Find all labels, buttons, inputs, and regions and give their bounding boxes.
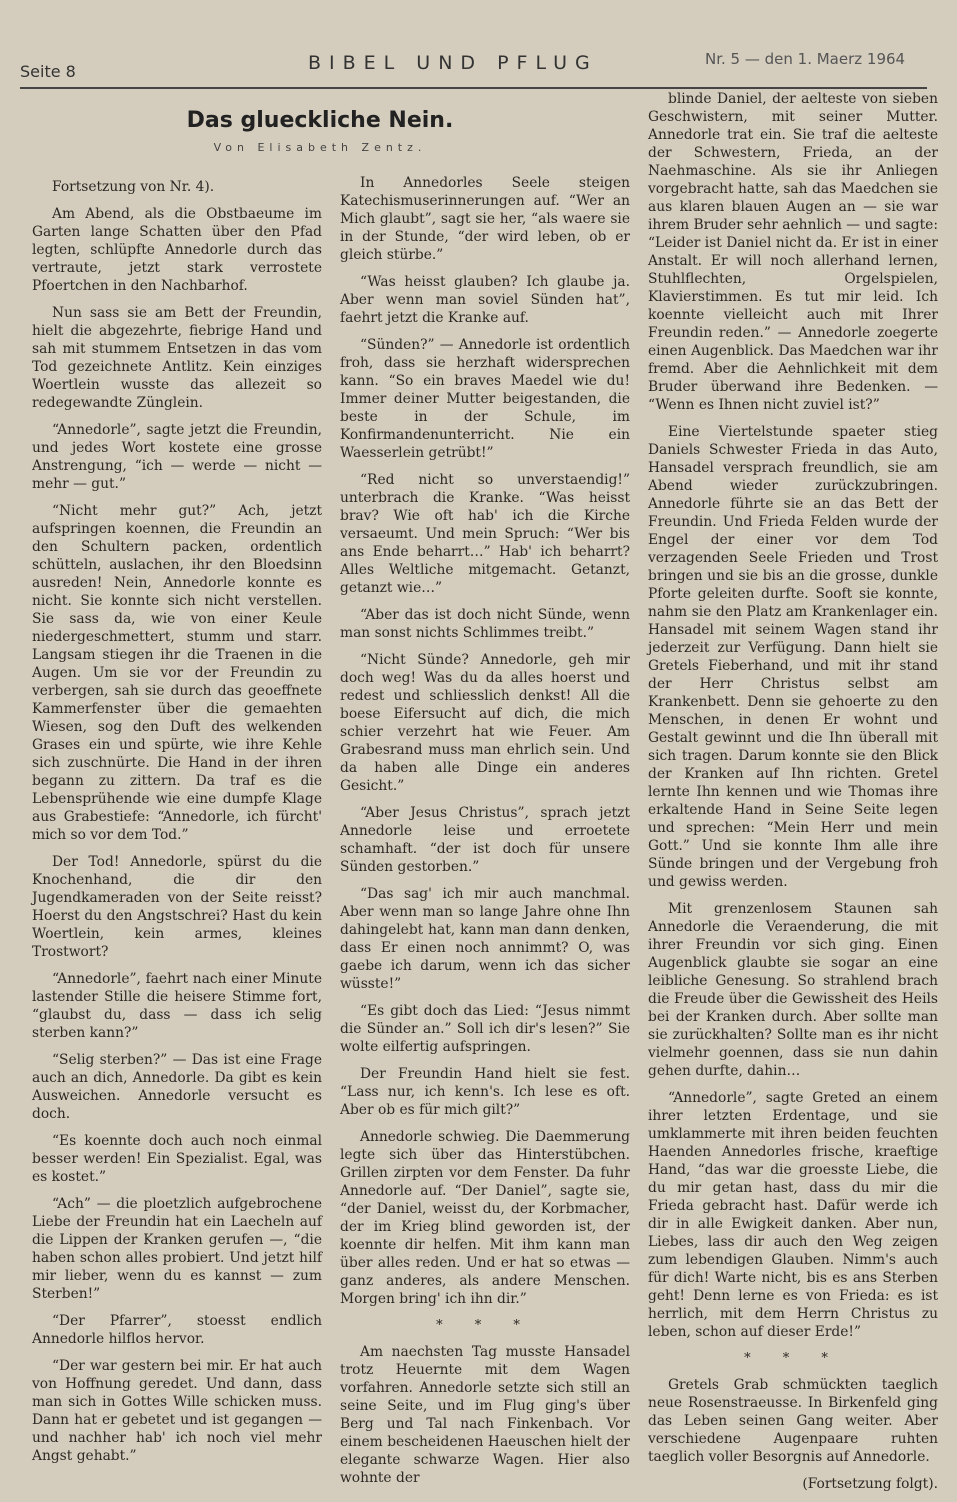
page-number: Seite 8 — [20, 62, 76, 81]
paragraph: Nun sass sie am Bett der Freundin, hielt die abgezehrte, fiebrige Hand und sah mit stummem Entsetzen in das vom Tod gezeichnete Antlitz. Kein einziges Woertlein wusste das allezeit so redegewandte Zünglein. — [32, 305, 322, 411]
paragraph: “Es koennte doch auch noch einmal besser werden! Ein Spezialist. Egal, was es kostet.” — [32, 1133, 322, 1185]
paragraph: Eine Viertelstunde spaeter stieg Daniels Schwester Frieda in das Auto, Hansadel versprach freundlich, sie am Abend wieder zurückzubringen. Annedorle führte sie an das Bett der Freundin. Und Frieda Felden wurde der Engel der einer vor dem Tod verzagenden Seele Frieden und Trost bringen und sie bis an die grosse, dunkle Pforte geleiten durfte. Sooft sie konnte, nahm sie den Platz am Krankenlager ein. Hansadel mit seinem Wagen stand ihr jederzeit zur Verfügung. Dann hielt sie Gretels Fieberhand, und mit ihr stand der Herr Christus selbst am Krankenbett. Denn sie gehoerte zu den Menschen, in denen Er wohnt und Gestalt gewinnt und die Ihn überall mit sich tragen. Darum konnte sie den Blick der Kranken auf Ihn richten. Gretel lernte Ihn kennen und wie Thomas ihre erkaltende Hand in Seine Seite legen und sprechen: “Mein Herr und mein Gott.” Und sie konnte Ihm alle ihre Sünde bringen und der Vergebung froh und gewiss werden. — [648, 424, 938, 890]
text-column-2 — [340, 174, 630, 1496]
paragraph: “Nicht mehr gut?” Ach, jetzt aufspringen koennen, die Freundin an den Schultern packen, ordentlich schütteln, auslachen, ihr den Bloedsinn ausreden! Nein, Annedorle konnte es nicht. Sie konnte sich nicht verstellen. Sie sass da, wie von einer Keule niedergeschmettert, stumm und starr. Langsam stiegen ihr die Traenen in die Augen. Um sie vor der Freundin zu verbergen, sah sie durch das geoeffnete Kammerfenster über die gemaehten Wiesen, sog den Duft des welkenden Grases ein und spürte, wie ihre Kehle sich zuschnürte. Die Hand in der ihren begann zu zittern. Da traf es die Lebensprühende wie eine dumpfe Klage aus Grabestiefe: “Annedorle, ich fürcht' mich so vor dem Tod.” — [32, 503, 322, 843]
section-separator: * * * — [744, 1351, 842, 1366]
paragraph: Mit grenzenlosem Staunen sah Annedorle die Veraenderung, die mit ihrer Freundin vor sich ging. Einen Augenblick glaubte sie sogar an eine leibliche Genesung. So strahlend brach die Freude über die Gewissheit des Heils bei der Kranken durch. Aber sollte man sie zurückhalten? Sollte man es ihr nicht vielmehr goennen, dass sie nun dahin gehen durfte, dahin… — [648, 901, 938, 1079]
paragraph: blinde Daniel, der aelteste von sieben Geschwistern, mit seiner Mutter. Annedorle trat ein. Sie traf die aelteste der Schwestern, Frieda, an der Naehmaschine. Als sie ihr Anliegen vorgebracht hatte, sah das Maedchen sie aus klaren blauen Augen an — sie war ihrem Bruder sehr aehnlich — und sagte: “Leider ist Daniel nicht da. Er ist in einer Anstalt. Er will noch allerhand lernen, Stuhlflechten, Orgelspielen, Klavierstimmen. Es tut mir leid. Ich koennte vielleicht auch mit Ihrer Freundin reden.” — Annedorle zoegerte einen Augenblick. Das Maedchen war ihr fremd. Aber die Aehnlichkeit mit dem Bruder überwand ihre Bedenken. — “Wenn es Ihnen nicht zuviel ist?” — [648, 91, 938, 413]
paragraph: Der Freundin Hand hielt sie fest. “Lass nur, ich kenn's. Ich lese es oft. Aber ob es für mich gilt?” — [340, 1066, 630, 1118]
paragraph: Gretels Grab schmückten taeglich neue Rosenstraeusse. In Birkenfeld ging das Leben seinen Gang weiter. Aber verschiedene Augenpaare ruhten taeglich voller Besorgnis auf Annedorle. — [648, 1377, 938, 1465]
paragraph: “Sünden?” — Annedorle ist ordentlich froh, dass sie herzhaft widersprechen kann. “So ein braves Maedel wie du! Immer deiner Mutter beigestanden, die beste in der Schule, im Konfirmandenunterricht. Nie ein Waesserlein getrübt!” — [340, 337, 630, 461]
paragraph: “Es gibt doch das Lied: “Jesus nimmt die Sünder an.” Soll ich dir's lesen?” Sie wolte eilfertig aufspringen. — [340, 1003, 630, 1055]
text-column-1 — [32, 178, 322, 1474]
paragraph: Fortsetzung von Nr. 4). — [52, 179, 215, 195]
paragraph: “Der war gestern bei mir. Er hat auch von Hoffnung geredet. Und dann, dass man sich in Gottes Wille schicken muss. Dann hat er gebetet und ist gegangen — und nachher hab' ich noch viel mehr Angst gehabt.” — [32, 1358, 322, 1464]
paragraph: Am Abend, als die Obstbaeume im Garten lange Schatten über den Pfad legten, schlüpfte Annedorle durch das vertraute, jetzt stark verrostete Pfoertchen in den Nachbarhof. — [32, 206, 322, 294]
paragraph: “Annedorle”, faehrt nach einer Minute lastender Stille die heisere Stimme fort, “glaubst du, dass — dass ich selig sterben kann?” — [32, 971, 322, 1041]
paragraph: “Aber das ist doch nicht Sünde, wenn man sonst nichts Schlimmes treibt.” — [340, 607, 630, 641]
paragraph: “Red nicht so unverstaendig!” unterbrach die Kranke. “Was heisst brav? Wie oft hab' ich die Kirche versaeumt. Und mein Spruch: “Wer bis ans Ende beharrt…” Hab' ich beharrt? Alles Weltliche mitgemacht. Getanzt, getanzt wie…” — [340, 472, 630, 596]
issue-date: Nr. 5 — den 1. Maerz 1964 — [705, 50, 906, 68]
paragraph: Der Tod! Annedorle, spürst du die Knochenhand, die dir den Jugendkameraden von der Seite reisst? Hoerst du den Angstschrei? Hast du kein Woertlein, kein armes, kleines Trostwort? — [32, 854, 322, 960]
paragraph: “Der Pfarrer”, stoesst endlich Annedorle hilflos hervor. — [32, 1313, 322, 1347]
paragraph: “Annedorle”, sagte jetzt die Freundin, und jedes Wort kostete eine grosse Anstrengung, “ich — werde — nicht — mehr — gut.” — [32, 422, 322, 492]
paragraph: “Selig sterben?” — Das ist eine Frage auch an dich, Annedorle. Da gibt es kein Ausweichen. Annedorle versucht es doch. — [32, 1052, 322, 1122]
article-title: Das glueckliche Nein. — [186, 108, 454, 133]
text-column-3 — [648, 90, 938, 1502]
header-rule — [20, 87, 927, 89]
paragraph: “Das sag' ich mir auch manchmal. Aber wenn man so lange Jahre ohne Ihn dahingelebt hat, kann man dann denken, dass Er einen noch annimmt? O, was gaebe ich darum, wenn ich das sicher wüsste!” — [340, 886, 630, 992]
paragraph: Am naechsten Tag musste Hansadel trotz Heuernte mit dem Wagen vorfahren. Annedorle setzte sich still an seine Seite, und im Flug ging's über Berg und Tal nach Finkenbach. Vor einem bescheidenen Haeuschen hielt der elegante schwarze Wagen. Hier also wohnte der — [340, 1344, 630, 1486]
paragraph: In Annedorles Seele steigen Katechismuserinnerungen auf. “Wer an Mich glaubt”, sagt sie her, “als waere sie in der Stunde, “der wird leben, ob er gleich stürbe.” — [340, 175, 630, 263]
publication-title: BIBEL UND PFLUG — [308, 52, 598, 74]
paragraph: “Was heisst glauben? Ich glaube ja. Aber wenn man soviel Sünden hat”, faehrt jetzt die Kranke auf. — [340, 274, 630, 326]
paragraph: “Aber Jesus Christus”, sprach jetzt Annedorle leise und erroetete schamhaft. “der ist doch für unsere Sünden gestorben.” — [340, 805, 630, 875]
continuation-note: (Fortsetzung folgt). — [802, 1476, 938, 1492]
paragraph: “Nicht Sünde? Annedorle, geh mir doch weg! Was du da alles hoerst und redest und schliesslich denkst! All die boese Eifersucht auf dich, die mich schier verzehrt hat wie Feuer. Am Grabesrand muss man ehrlich sein. Und da haben alle Dinge ein anderes Gesicht.” — [340, 652, 630, 794]
paragraph: “Annedorle”, sagte Greted an einem ihrer letzten Erdentage, und sie umklammerte mit ihren beiden feuchten Haenden Annedorles frische, kraeftige Hand, “das war die groesste Liebe, die du mir getan hast, dass du mir die Frieda gebracht hast. Dafür werde ich dir in alle Ewigkeit danken. Aber nun, Liebes, lass dir auch den Weg zeigen zum lebendigen Glauben. Nimm's auch für dich! Warte nicht, bis es ans Sterben geht! Denn lerne es von Frieda: es ist herrlich, mit dem Herrn Christus zu leben, schon auf dieser Erde!” — [648, 1090, 938, 1340]
paragraph: Annedorle schwieg. Die Daemmerung legte sich über das Hinterstübchen. Grillen zirpten vor dem Fenster. Da fuhr Annedorle auf. “Der Daniel”, sagte sie, “der Daniel, weisst du, der Korbmacher, der im Krieg blind geworden ist, der koennte dir helfen. Mit ihm kann man über alles reden. Und er hat so etwas — ganz anderes, als andere Menschen. Morgen bring' ich ihn dir.” — [340, 1129, 630, 1307]
paragraph: “Ach” — die ploetzlich aufgebrochene Liebe der Freundin hat ein Laecheln auf die Lippen der Kranken gerufen —, “die haben schon alles probiert. Und jetzt hilf mir lieber, wenn du es kannst — zum Sterben!” — [32, 1196, 322, 1302]
article-byline: Von Elisabeth Zentz. — [213, 141, 427, 154]
page-header — [0, 48, 957, 88]
article-heading — [170, 108, 470, 154]
section-separator: * * * — [436, 1318, 534, 1333]
